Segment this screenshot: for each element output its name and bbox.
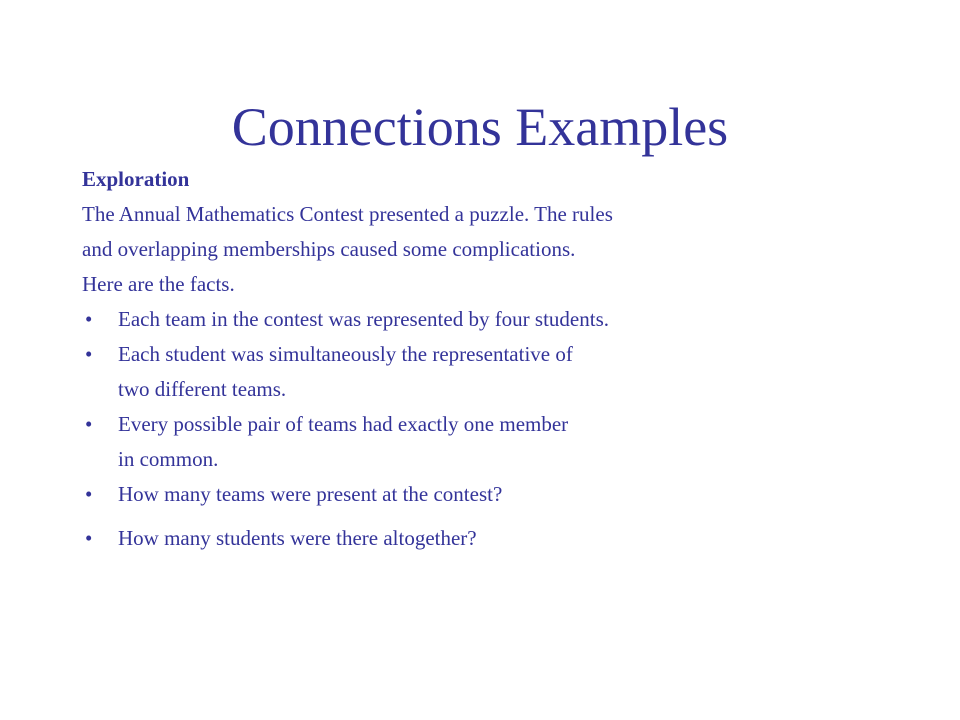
intro-line: The Annual Mathematics Contest presented a puzzle. The rules xyxy=(82,202,613,226)
bullet-continuation: in common. xyxy=(118,447,219,471)
bullet-text: Every possible pair of teams had exactly one member xyxy=(118,412,569,436)
bullet-item xyxy=(82,302,902,337)
bullet-item xyxy=(82,407,902,442)
section-heading: Exploration xyxy=(82,167,190,191)
bullet-text: How many teams were present at the contest? xyxy=(118,482,503,506)
bullet-text: How many students were there altogether? xyxy=(118,526,477,550)
slide-body xyxy=(82,162,902,556)
intro-line: and overlapping memberships caused some complications. xyxy=(82,237,576,261)
bullet-marker: • xyxy=(85,482,93,506)
bullet-marker: • xyxy=(85,412,93,436)
bullet-marker: • xyxy=(85,342,93,366)
bullet-text: Each student was simultaneously the representative of xyxy=(118,342,573,366)
bullet-item xyxy=(82,521,902,556)
bullet-text: Each team in the contest was represented by four students. xyxy=(118,307,610,331)
bullet-marker: • xyxy=(85,526,93,550)
bullet-item xyxy=(82,477,902,512)
bullet-continuation: two different teams. xyxy=(118,377,287,401)
bullet-item xyxy=(82,337,902,372)
bullet-marker: • xyxy=(85,307,93,331)
intro-line: Here are the facts. xyxy=(82,272,235,296)
slide-title: Connections Examples xyxy=(231,97,729,157)
